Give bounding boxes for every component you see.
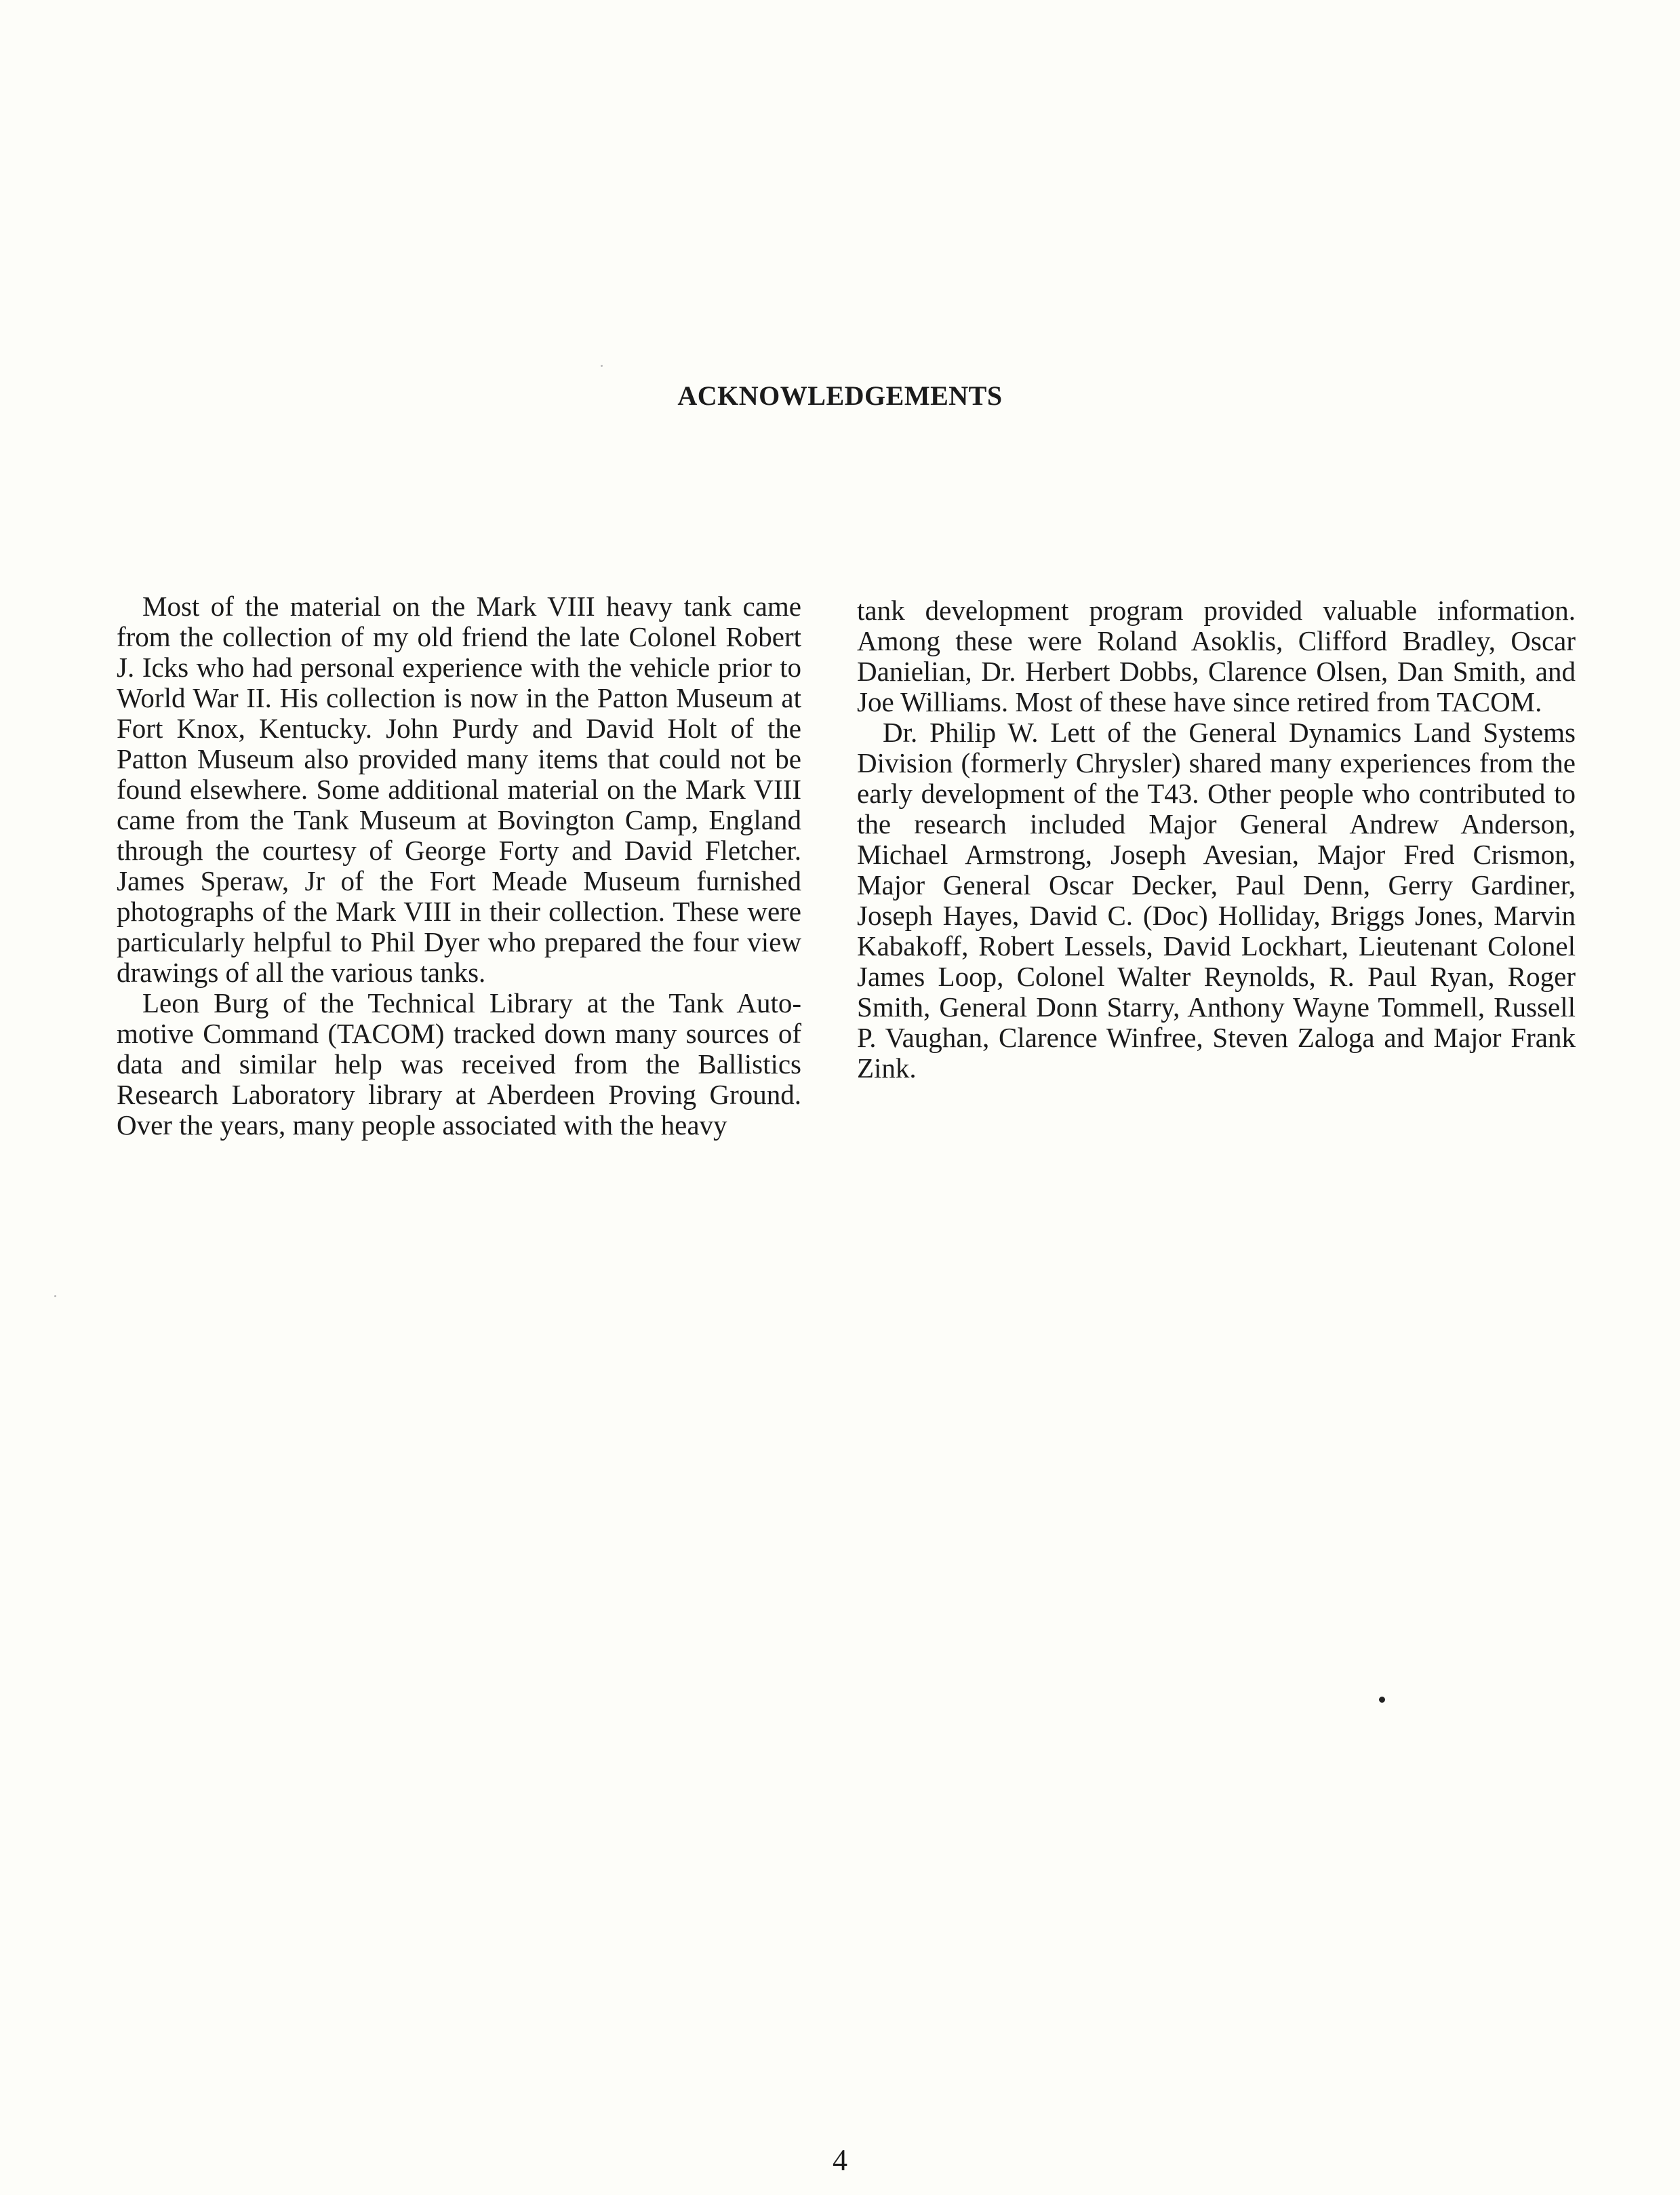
dust-speck (54, 1295, 56, 1297)
paragraph-continued: tank development program provided valuable information. Among these were Roland Asoklis, Clifford Bradley, Oscar Danielian, Dr. Herbert Dobbs, Clarence Olsen, Dan Smith, and Joe Williams. Most of these have since retired from TACOM. (857, 595, 1576, 717)
paragraph-sources: Most of the material on the Mark VIII heavy tank came from the collection of my old friend the late Colonel Robert J. Icks who had personal experience with the vehicle prior to World War II. His collection is now in the Patton Museum at Fort Knox, Kentucky. John Purdy and David Holt of the Patton Museum also provided many items that could not be found elsewhere. Some additional material on the Mark VIII came from the Tank Museum at Bovington Camp, England through the courtesy of George Forty and David Fletcher. James Speraw, Jr of the Fort Meade Museum furnished photographs of the Mark VIII in their collection. These were particularly helpful to Phil Dyer who prepared the four view drawings of all the various tanks. (117, 591, 801, 988)
ink-speck (1379, 1697, 1385, 1703)
left-column (117, 591, 801, 1141)
page-title: ACKNOWLEDGEMENTS (677, 380, 1003, 411)
paragraph-contributors: Dr. Philip W. Lett of the General Dynamics Land Systems Division (formerly Chrysler) shared many experiences from the early development of the T43. Other people who contributed to the research included Major General Andrew Anderson, Michael Armstrong, Joseph Avesian, Major Fred Crismon, Major General Oscar Decker, Paul Denn, Gerry Gardiner, Joseph Hayes, David C. (Doc) Holliday, Briggs Jones, Marvin Kabakoff, Robert Lessels, David Lockhart, Lieutenant Colonel James Loop, Colonel Walter Reynolds, R. Paul Ryan, Roger Smith, General Donn Starry, Anthony Wayne Tommell, Russell P. Vaughan, Clarence Winfree, Steven Zaloga and Major Frank Zink. (857, 717, 1576, 1084)
dust-speck (601, 365, 603, 367)
page-number: 4 (833, 2143, 847, 2177)
right-column (857, 595, 1576, 1084)
paragraph-tacom-library: Leon Burg of the Technical Library at the Tank Automotive Command (TACOM) tracked down many sources of data and similar help was received from the Ballistics Research Laboratory library at Aberdeen Proving Ground. Over the years, many people associated with the heavy (117, 987, 801, 1141)
